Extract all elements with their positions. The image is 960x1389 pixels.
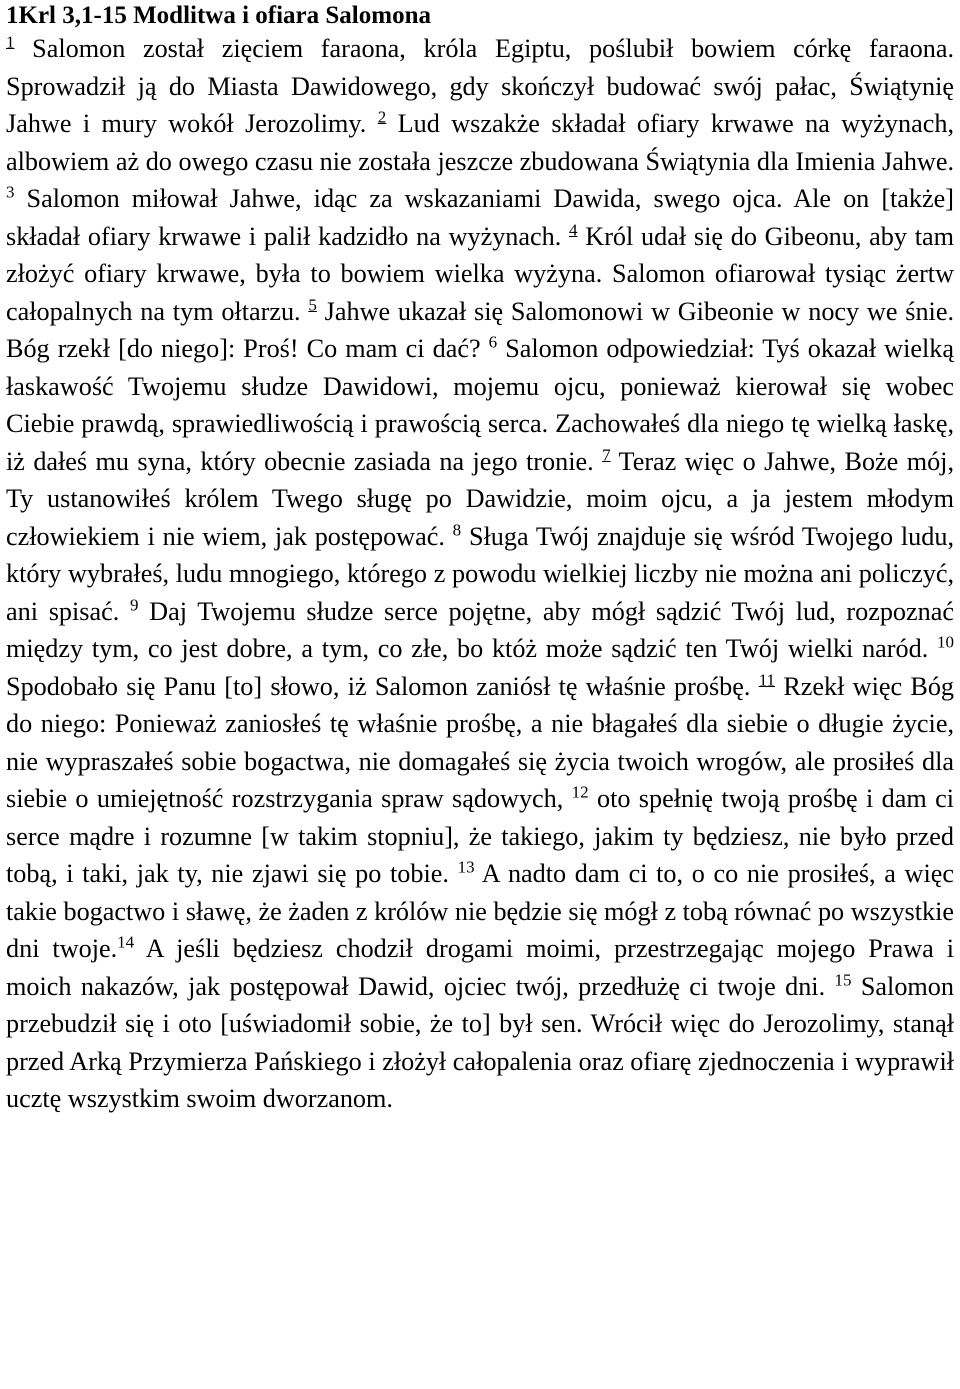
- verse-text: Salomon został zięciem faraona, króla Egiptu, poślubił bowiem córkę faraona. Sprowadził ją do Miasta Dawidowego, gdy skończył budować swój pałac, Świątynię Jahwe i mury wokół Jerozolimy.: [6, 34, 954, 138]
- verse-text: Salomon miłował Jahwe, idąc za wskazaniami Dawida, swego ojca. Ale on [także] składał ofiary krwawe i palił kadzidło na wyżynach.: [6, 184, 954, 251]
- verse-number: 14: [117, 932, 135, 952]
- verse-text: A jeśli będziesz chodził drogami moimi, przestrzegając mojego Prawa i moich nakazów, jak postępował Dawid, ojciec twój, przedłużę ci twoje dni.: [6, 934, 954, 1001]
- document-title: 1Krl 3,1-15 Modlitwa i ofiara Salomona: [6, 2, 431, 29]
- document-body: [6, 30, 954, 1118]
- verse-9: [6, 594, 954, 664]
- verse-number-link[interactable]: 4: [569, 219, 578, 239]
- verse-number-link[interactable]: 1: [6, 32, 15, 52]
- verse-text: Lud wszakże składał ofiary krwawe na wyżynach, albowiem aż do owego czasu nie została jeszcze zbudowana Świątynia dla Imienia Jahwe.: [6, 109, 954, 176]
- verse-number: 12: [571, 782, 589, 802]
- verse-number: 3: [6, 182, 15, 202]
- verse-number: 8: [452, 519, 462, 539]
- verse-text: Salomon przebudził się i oto [uświadomił sobie, że to] był sen. Wrócił więc do Jerozolimy, stanął przed Arką Przymierza Pańskiego i złożył całopalenia oraz ofiarę zjednoczenia i wyprawił ucztę wszystkim swoim dworzanom.: [6, 971, 954, 1113]
- verse-number: 13: [457, 857, 475, 877]
- verse-text: Jahwe ukazał się Salomonowi w Gibeonie w nocy we śnie. Bóg rzekł [do niego]: Proś! Co mam ci dać?: [6, 296, 954, 363]
- verse-number: 6: [488, 332, 498, 352]
- verse-text: Rzekł więc Bóg do niego: Ponieważ zaniosłeś tę właśnie prośbę, a nie błagałeś dla siebie o długie życie, nie wypraszałeś sobie bogactwa, nie domagałeś się życia twoich wrogów, ale prosiłeś dla siebie o umiejętność rozstrzygania spraw sądowych,: [6, 671, 955, 813]
- verse-number: 9: [129, 594, 139, 614]
- verse-number-link[interactable]: 2: [377, 107, 387, 127]
- verse-text: Salomon odpowiedział: Tyś okazał wielką łaskawość Twojemu słudze Dawidowi, mojemu ojcu, ponieważ kierował się wobec Ciebie prawdą, sprawiedliwością i prawością serca. Zachowałeś dla niego tę wielką łaskę, iż dałeś mu syna, który obecnie zasiada na jego tronie.: [6, 334, 954, 476]
- verse-number-link[interactable]: 7: [602, 444, 611, 464]
- verse-14: [6, 934, 954, 1001]
- verse-text: Król udał się do Gibeonu, aby tam złożyć ofiary krwawe, była to bowiem wielka wyżyna. Salomon ofiarował tysiąc żertw całopalnych na tym ołtarzu.: [6, 221, 954, 326]
- verse-number: 10: [937, 632, 954, 652]
- verse-text: Teraz więc o Jahwe, Boże mój, Ty ustanowiłeś królem Twego sługę po Dawidzie, moim ojcu, a ja jestem młodym człowiekiem i nie wiem, jak postępować.: [6, 446, 954, 551]
- verse-text: Daj Twojemu słudze serce pojętne, aby mógł sądzić Twój lud, rozpoznać między tym, co jest dobre, a tym, co złe, bo któż może sądzić ten Twój wielki naród.: [6, 596, 954, 663]
- verse-text: A nadto dam ci to, o co nie prosiłeś, a więc takie bogactwo i sławę, że żaden z królów nie będzie się mógł z tobą równać po wszystkie dni twoje.: [6, 859, 954, 963]
- verse-text: Sługa Twój znajduje się wśród Twojego ludu, który wybrałeś, ludu mnogiego, którego z powodu wielkiej liczby nie można ani policzyć, ani spisać.: [6, 521, 954, 626]
- verse-number-link[interactable]: 11: [758, 669, 776, 689]
- verse-number: 15: [834, 969, 852, 989]
- verse-text: oto spełnię twoją prośbę i dam ci serce mądre i rozumne [w takim stopniu], że takiego, jakim ty będziesz, nie było przed tobą, i taki, jak ty, nie zjawi się po tobie.: [6, 784, 954, 888]
- verse-number-link[interactable]: 5: [308, 294, 317, 314]
- verse-text: Spodobało się Panu [to] słowo, iż Salomon zaniósł tę właśnie prośbę.: [6, 671, 759, 701]
